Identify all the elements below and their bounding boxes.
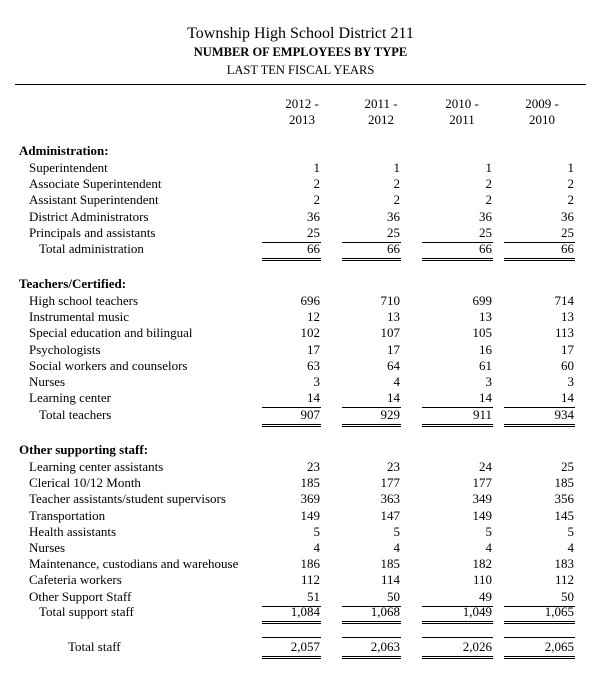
report-subtitle: NUMBER OF EMPLOYEES BY TYPE (193, 45, 408, 59)
row-label: Teacher assistants/student supervisors (29, 491, 226, 507)
value-cell: 66 (307, 241, 320, 256)
value-cell: 105 (472, 325, 492, 341)
value-cell: 25 (561, 224, 574, 240)
value-cell: 36 (307, 208, 320, 224)
value-cell: 66 (387, 241, 400, 256)
value-cell: 25 (387, 224, 400, 240)
total-double-underline (342, 424, 401, 427)
value-cell: 3 (313, 374, 320, 389)
value-cell: 185 (554, 475, 574, 491)
value-cell: 369 (300, 491, 320, 507)
column-header-line2: 2010 (529, 112, 555, 127)
column-header-line1: 2012 - (285, 96, 319, 111)
column-header-line2: 2011 (449, 112, 475, 127)
row-label: Transportation (29, 507, 106, 523)
value-cell: 5 (393, 523, 400, 539)
column-header-line1: 2010 - (445, 96, 479, 111)
value-cell: 50 (387, 588, 400, 604)
value-cell: 2,057 (290, 639, 320, 654)
row-label: High school teachers (29, 293, 139, 308)
value-cell: 177 (472, 475, 492, 491)
value-cell: 14 (307, 390, 320, 406)
column-header (341, 96, 421, 128)
value-cell: 4 (393, 374, 400, 389)
value-cell: 2 (393, 192, 400, 208)
value-cell: 13 (387, 309, 400, 325)
value-cell: 13 (479, 309, 492, 325)
value-cell: 363 (380, 491, 400, 507)
value-cell: 16 (479, 341, 492, 357)
value-cell: 5 (567, 523, 574, 539)
value-cell: 2 (485, 192, 492, 208)
row-label: Special education and bilingual (29, 325, 193, 341)
value-cell: 145 (554, 507, 574, 523)
value-cell: 112 (300, 572, 320, 588)
value-cell: 2 (393, 176, 400, 192)
value-cell: 4 (313, 540, 320, 555)
value-cell: 36 (387, 208, 400, 224)
value-cell: 907 (300, 407, 320, 422)
value-cell: 185 (300, 475, 320, 491)
header-rule (15, 84, 586, 85)
value-cell: 24 (479, 459, 492, 474)
value-cell: 14 (479, 390, 492, 406)
value-cell: 36 (479, 208, 492, 224)
total-double-underline (342, 621, 401, 624)
row-label: Associate Superintendent (29, 176, 162, 192)
value-cell: 1,049 (462, 604, 492, 619)
grand-total-overline (342, 637, 401, 638)
value-cell: 110 (472, 572, 492, 588)
value-cell: 3 (567, 374, 574, 389)
grand-total-double-underline (504, 656, 575, 659)
value-cell: 25 (561, 459, 574, 474)
row-label: District Administrators (29, 208, 149, 224)
row-label: Cafeteria workers (29, 572, 122, 588)
value-cell: 183 (554, 556, 574, 572)
value-cell: 3 (485, 374, 492, 389)
grand-total-overline (422, 637, 493, 638)
value-cell: 149 (300, 507, 320, 523)
value-cell: 23 (307, 459, 320, 474)
value-cell: 2,063 (370, 639, 400, 654)
value-cell: 17 (307, 341, 320, 357)
value-cell: 714 (554, 293, 574, 308)
value-cell: 929 (380, 407, 400, 422)
value-cell: 17 (561, 341, 574, 357)
value-cell: 2,065 (544, 639, 574, 654)
value-cell: 5 (485, 523, 492, 539)
report-period: LAST TEN FISCAL YEARS (226, 63, 375, 77)
row-label: Nurses (29, 374, 66, 389)
row-label: Learning center (29, 390, 111, 406)
row-label: Clerical 10/12 Month (29, 475, 141, 491)
column-header-line1: 2009 - (525, 96, 559, 111)
column-header-line2: 2012 (368, 112, 394, 127)
grand-total-double-underline (422, 656, 493, 659)
value-cell: 64 (387, 357, 400, 373)
value-cell: 17 (387, 341, 400, 357)
value-cell: 12 (307, 309, 320, 325)
row-label: Health assistants (29, 523, 117, 539)
value-cell: 25 (307, 224, 320, 240)
value-cell: 182 (472, 556, 492, 572)
row-label: Superintendent (29, 160, 108, 175)
value-cell: 1 (313, 160, 320, 175)
value-cell: 13 (561, 309, 574, 325)
value-cell: 25 (479, 224, 492, 240)
report-title: Township High School District 211 (187, 25, 414, 42)
value-cell: 911 (472, 407, 492, 422)
total-double-underline (504, 424, 575, 427)
value-cell: 107 (380, 325, 400, 341)
value-cell: 147 (380, 507, 400, 523)
total-double-underline (342, 258, 401, 261)
total-double-underline (262, 621, 321, 624)
value-cell: 51 (307, 588, 320, 604)
value-cell: 49 (479, 588, 492, 604)
value-cell: 1 (567, 160, 574, 175)
grand-total-overline (504, 637, 575, 638)
total-double-underline (262, 258, 321, 261)
row-label: Learning center assistants (29, 459, 164, 474)
value-cell: 934 (554, 407, 574, 422)
value-cell: 4 (393, 540, 400, 555)
value-cell: 699 (472, 293, 492, 308)
value-cell: 60 (561, 357, 574, 373)
value-cell: 696 (300, 293, 320, 308)
value-cell: 349 (472, 491, 492, 507)
row-label: Maintenance, custodians and warehouse (29, 556, 239, 572)
value-cell: 36 (561, 208, 574, 224)
value-cell: 710 (380, 293, 400, 308)
grand-total-overline (262, 637, 321, 638)
grand-total-label: Total staff (68, 639, 121, 654)
value-cell: 23 (387, 459, 400, 474)
row-label: Principals and assistants (29, 224, 156, 240)
value-cell: 113 (554, 325, 574, 341)
value-cell: 63 (307, 357, 320, 373)
total-double-underline (504, 621, 575, 624)
value-cell: 66 (561, 241, 574, 256)
section-heading: Administration: (19, 143, 109, 158)
column-header-line2: 2013 (289, 112, 315, 127)
value-cell: 177 (380, 475, 400, 491)
section-heading: Teachers/Certified: (19, 276, 127, 291)
total-double-underline (262, 424, 321, 427)
value-cell: 185 (380, 556, 400, 572)
row-label: Psychologists (29, 341, 101, 357)
total-double-underline (504, 258, 575, 261)
column-header (502, 96, 582, 128)
row-label: Other Support Staff (29, 588, 132, 604)
row-label: Instrumental music (29, 309, 130, 325)
value-cell: 1,065 (544, 604, 574, 619)
value-cell: 356 (554, 491, 574, 507)
grand-total-double-underline (342, 656, 401, 659)
value-cell: 50 (561, 588, 574, 604)
total-label: Total support staff (39, 604, 134, 619)
column-header-line1: 2011 - (364, 96, 398, 111)
value-cell: 2 (485, 176, 492, 192)
value-cell: 1 (485, 160, 492, 175)
total-double-underline (422, 424, 493, 427)
value-cell: 2 (313, 192, 320, 208)
value-cell: 102 (300, 325, 320, 341)
value-cell: 1 (393, 160, 400, 175)
value-cell: 114 (380, 572, 400, 588)
value-cell: 1,068 (370, 604, 400, 619)
total-label: Total teachers (39, 407, 112, 422)
grand-total-double-underline (262, 656, 321, 659)
value-cell: 14 (387, 390, 400, 406)
total-double-underline (422, 621, 493, 624)
column-header (422, 96, 502, 128)
value-cell: 4 (485, 540, 492, 555)
total-label: Total administration (39, 241, 144, 256)
value-cell: 2 (313, 176, 320, 192)
value-cell: 2,026 (462, 639, 492, 654)
value-cell: 5 (313, 523, 320, 539)
value-cell: 112 (554, 572, 574, 588)
section-heading: Other supporting staff: (19, 442, 149, 457)
value-cell: 4 (567, 540, 574, 555)
value-cell: 1,084 (290, 604, 320, 619)
value-cell: 186 (300, 556, 320, 572)
value-cell: 2 (567, 192, 574, 208)
value-cell: 61 (479, 357, 492, 373)
value-cell: 14 (561, 390, 574, 406)
value-cell: 66 (479, 241, 492, 256)
column-header (262, 96, 342, 128)
value-cell: 2 (567, 176, 574, 192)
row-label: Social workers and counselors (29, 357, 188, 373)
value-cell: 149 (472, 507, 492, 523)
row-label: Nurses (29, 540, 66, 555)
total-double-underline (422, 258, 493, 261)
row-label: Assistant Superintendent (29, 192, 159, 208)
